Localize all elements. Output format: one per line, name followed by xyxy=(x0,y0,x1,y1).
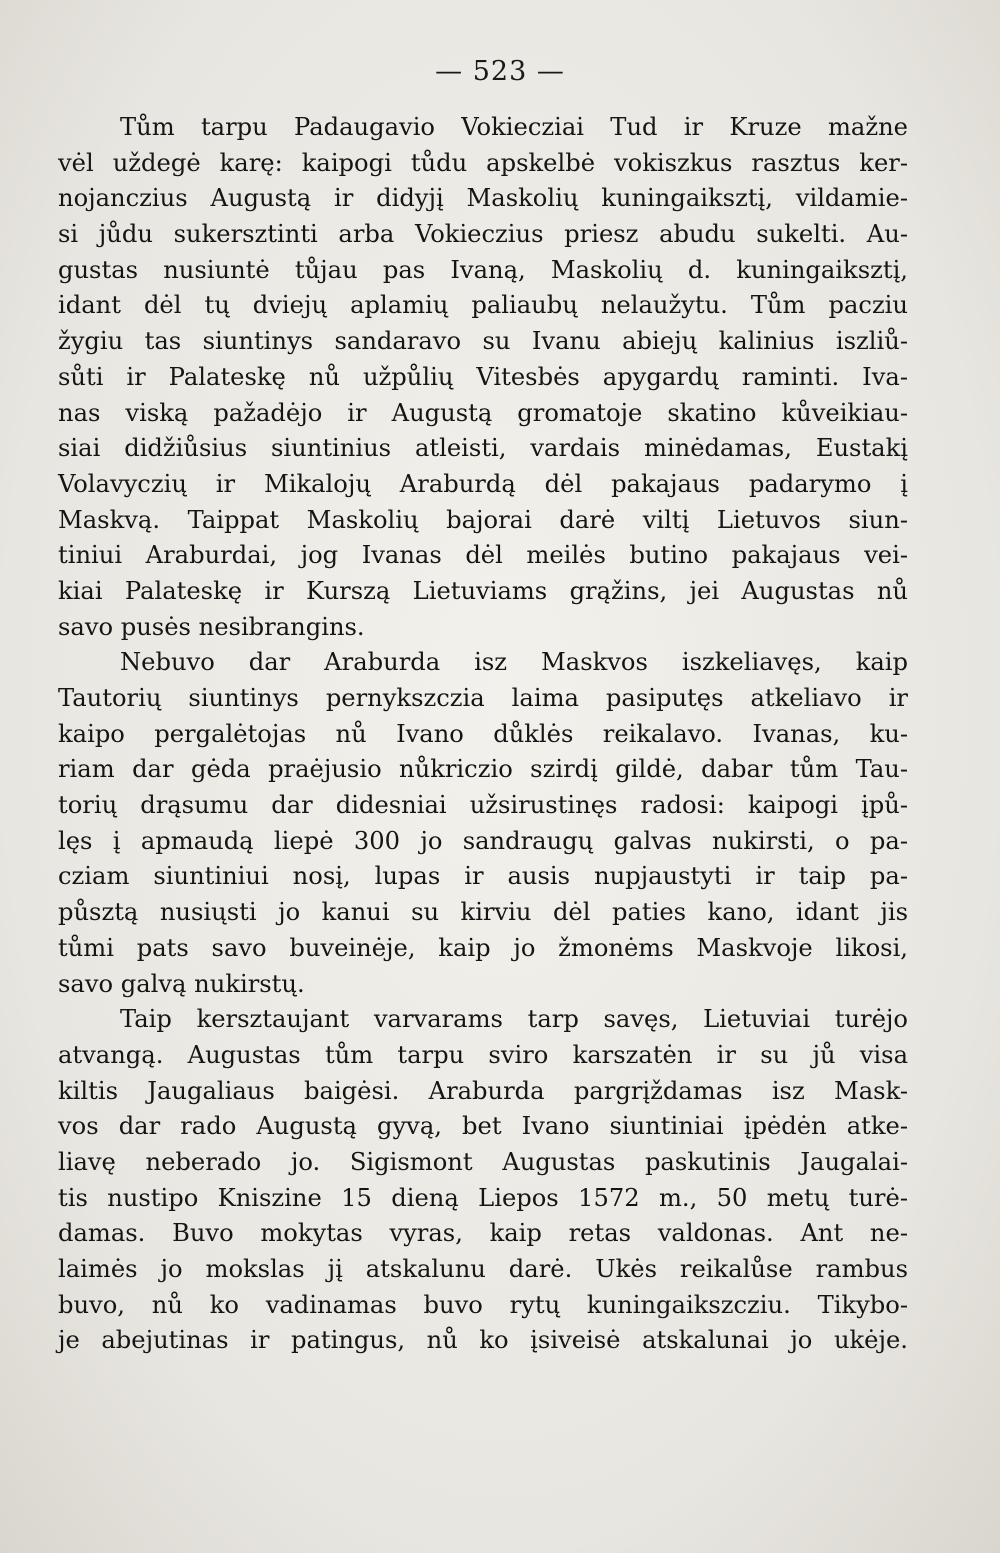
text-line: je abejutinas ir patingus, nů ko įsiveisė atskalunai jo ukėje. xyxy=(58,1326,908,1355)
text-line: Tům tarpu Padaugavio Vokiecziai Tud ir Kruze mažne xyxy=(120,113,908,141)
text-line: buvo, nů ko vadinamas buvo rytų kuningaikszcziu. Tikybo- xyxy=(58,1290,908,1319)
text-line: si jůdu sukersztinti arba Vokieczius priesz abudu sukelti. Au- xyxy=(58,220,908,249)
text-line: atvangą. Augustas tům tarpu sviro karszatėn ir su jů visa xyxy=(58,1040,908,1069)
text-line: Nebuvo dar Araburda isz Maskvos iszkeliavęs, kaip xyxy=(120,648,908,677)
text-line: damas. Buvo mokytas vyras, kaip retas valdonas. Ant ne- xyxy=(58,1219,908,1248)
text-line: nas viską pažadėjo ir Augustą gromatoje skatino kůveikiau- xyxy=(58,398,908,427)
text-line: Tautorių siuntinys pernykszczia laima pasiputęs atkeliavo ir xyxy=(58,684,908,712)
text-line: gustas nusiuntė tůjau pas Ivaną, Maskolių d. kuningaiksztį, xyxy=(58,255,908,284)
text-line: vėl uždegė karę: kaipogi tůdu apskelbė vokiszkus rasztus ker- xyxy=(58,148,908,177)
page-number: — 523 — xyxy=(435,56,565,87)
text-line: Volavyczių ir Mikalojų Araburdą dėl pakajaus padarymo į xyxy=(58,469,908,498)
text-line: savo galvą nukirstų. xyxy=(58,969,305,998)
text-line: riam dar gėda praėjusio nůkriczio szirdį gildė, dabar tům Tau- xyxy=(58,755,908,784)
text-line: torių drąsumu dar didesniai užsirustinęs radosi: kaipogi įpů- xyxy=(58,791,908,820)
text-line: tis nustipo Kniszine 15 dieną Liepos 1572 m., 50 metų turė- xyxy=(58,1183,908,1212)
text-line: lęs į apmaudą liepė 300 jo sandraugų galvas nukirsti, o pa- xyxy=(58,826,908,855)
text-line: kiltis Jaugaliaus baigėsi. Araburda pargrįždamas isz Mask- xyxy=(58,1076,908,1105)
text-line: siai didžiůsius siuntinius atleisti, vardais minėdamas, Eustakį xyxy=(58,434,908,463)
text-line: laimės jo mokslas jį atskalunu darė. Ukės reikalůse rambus xyxy=(58,1255,908,1283)
text-line: kiai Palateskę ir Kurszą Lietuviams grąžins, jei Augustas nů xyxy=(58,576,908,605)
text-line: idant dėl tų dviejų aplamių paliaubų nelaužytu. Tům pacziu xyxy=(58,291,908,320)
body-text xyxy=(58,110,908,1359)
text-line: tiniui Araburdai, jog Ivanas dėl meilės butino pakajaus vei- xyxy=(58,541,908,570)
text-line: sůti ir Palateskę nů užpůlių Vitesbės apygardų raminti. Iva- xyxy=(58,362,908,391)
text-line: žygiu tas siuntinys sandaravo su Ivanu abiejų kalinius iszliů- xyxy=(58,327,908,356)
text-line: tůmi pats savo buveinėje, kaip jo žmonėms Maskvoje likosi, xyxy=(58,933,908,962)
text-line: Taip kersztaujant varvarams tarp savęs, Lietuviai turėjo xyxy=(120,1005,908,1034)
text-line: cziam siuntiniui nosį, lupas ir ausis nupjaustyti ir taip pa- xyxy=(58,862,908,891)
text-line: vos dar rado Augustą gyvą, bet Ivano siuntiniai įpėdėn atke- xyxy=(58,1112,908,1141)
text-line: půsztą nusiųsti jo kanui su kirviu dėl paties kano, idant jis xyxy=(58,898,908,927)
text-line: Maskvą. Taippat Maskolių bajorai darė viltį Lietuvos siun- xyxy=(58,505,908,534)
text-line: liavę neberado jo. Sigismont Augustas paskutinis Jaugalai- xyxy=(58,1147,908,1176)
text-line: nojanczius Augustą ir didyjį Maskolių kuningaiksztį, vildamie- xyxy=(58,184,908,213)
text-line: savo pusės nesibrangins. xyxy=(58,612,365,641)
text-line: kaipo pergalėtojas nů Ivano důklės reikalavo. Ivanas, ku- xyxy=(58,719,908,748)
